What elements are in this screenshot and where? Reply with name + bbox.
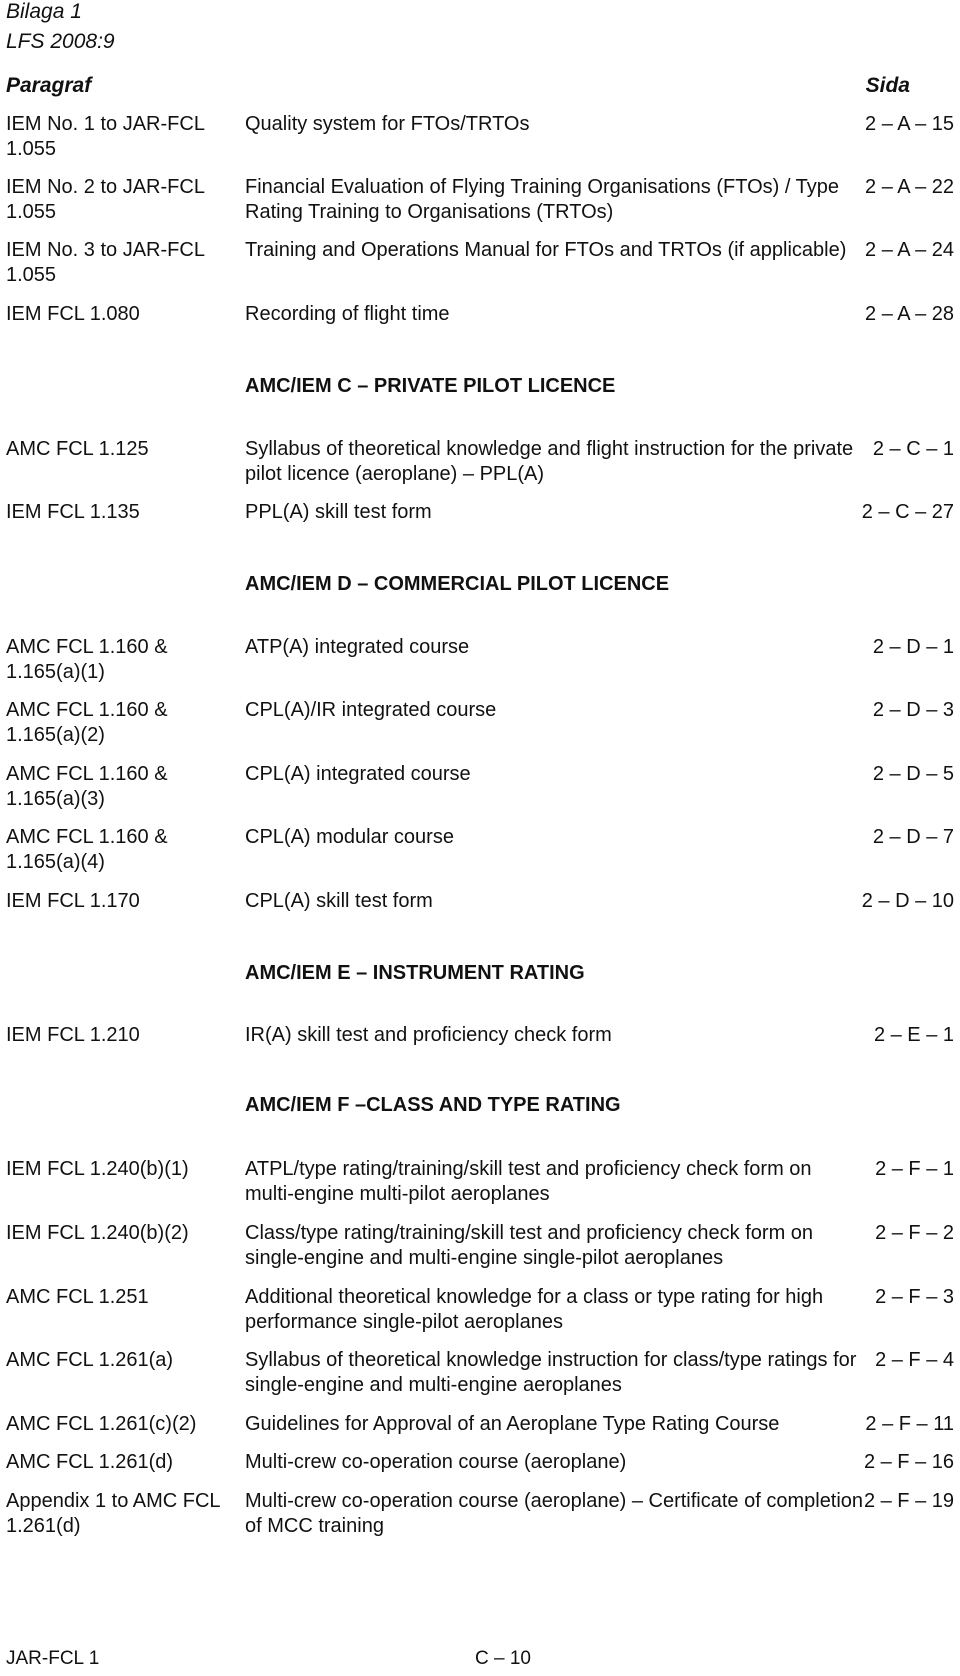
entry-title: Multi-crew co-operation course (aeroplane): [245, 1451, 627, 1473]
footer-document-code: JAR-FCL 1: [6, 1648, 100, 1669]
page-ref: 2 – A – 15: [865, 113, 954, 135]
paragraph-ref: AMC FCL 1.160 & 1.165(a)(4): [6, 826, 168, 873]
paragraph-ref: AMC FCL 1.160 & 1.165(a)(2): [6, 699, 168, 746]
entry-title: Recording of flight time: [245, 303, 450, 325]
page-ref: 2 – F – 1: [875, 1158, 954, 1180]
page-ref: 2 – D – 1: [872, 636, 954, 658]
paragraph-ref: IEM FCL 1.170: [6, 890, 140, 912]
page-ref: 2 – C – 1: [872, 438, 954, 460]
entry-title: Syllabus of theoretical knowledge instruction for class/type ratings for single-engine and multi-engine aeroplanes: [245, 1349, 857, 1396]
paragraph-ref: AMC FCL 1.251: [6, 1286, 149, 1308]
entry-title: Additional theoretical knowledge for a class or type rating for high performance single-pilot aeroplanes: [245, 1286, 824, 1333]
page-ref: 2 – F – 4: [875, 1349, 954, 1371]
paragraph-ref: IEM FCL 1.240(b)(2): [6, 1222, 189, 1244]
entry-title: ATPL/type rating/training/skill test and proficiency check form on multi-engine multi-pilot aeroplanes: [245, 1158, 812, 1205]
paragraph-ref: IEM FCL 1.240(b)(1): [6, 1158, 189, 1180]
entry-title: CPL(A) skill test form: [245, 890, 433, 912]
section-heading: AMC/IEM D – COMMERCIAL PILOT LICENCE: [245, 573, 670, 595]
footer-page-number: C – 10: [475, 1648, 531, 1669]
column-heading-paragraph: Paragraf: [6, 74, 92, 97]
entry-title: ATP(A) integrated course: [245, 636, 470, 658]
entry-title: Financial Evaluation of Flying Training Organisations (FTOs) / Type Rating Training to Organisations (TRTOs): [245, 176, 839, 223]
entry-title: Class/type rating/training/skill test and proficiency check form on single-engine and multi-engine single-pilot aeroplanes: [245, 1222, 814, 1269]
paragraph-ref: IEM No. 2 to JAR-FCL 1.055: [6, 176, 205, 223]
entry-title: PPL(A) skill test form: [245, 501, 432, 523]
paragraph-ref: AMC FCL 1.160 & 1.165(a)(1): [6, 636, 168, 683]
section-heading: AMC/IEM C – PRIVATE PILOT LICENCE: [245, 375, 616, 397]
entry-title: Syllabus of theoretical knowledge and flight instruction for the private pilot licence (aeroplane) – PPL(A): [245, 438, 854, 485]
entry-title: CPL(A) integrated course: [245, 763, 471, 785]
page-ref: 2 – C – 27: [861, 501, 954, 523]
paragraph-ref: IEM FCL 1.080: [6, 303, 140, 325]
page-ref: 2 – F – 11: [865, 1413, 954, 1435]
page-ref: 2 – F – 3: [875, 1286, 954, 1308]
paragraph-ref: IEM No. 1 to JAR-FCL 1.055: [6, 113, 205, 160]
entry-title: Quality system for FTOs/TRTOs: [245, 113, 530, 135]
column-heading-page: Sida: [865, 74, 910, 97]
annex-label: Bilaga 1: [6, 0, 82, 23]
page-ref: 2 – D – 3: [872, 699, 954, 721]
page-ref: 2 – A – 28: [865, 303, 954, 325]
page-ref: 2 – D – 5: [872, 763, 954, 785]
entry-title: Training and Operations Manual for FTOs and TRTOs (if applicable): [245, 239, 847, 261]
entry-title: CPL(A)/IR integrated course: [245, 699, 497, 721]
paragraph-ref: Appendix 1 to AMC FCL 1.261(d): [6, 1490, 220, 1537]
page-ref: 2 – F – 2: [875, 1222, 954, 1244]
section-heading: AMC/IEM F –CLASS AND TYPE RATING: [245, 1094, 621, 1116]
page-ref: 2 – F – 19: [863, 1490, 954, 1512]
paragraph-ref: AMC FCL 1.125: [6, 438, 149, 460]
paragraph-ref: IEM FCL 1.210: [6, 1024, 140, 1046]
paragraph-ref: AMC FCL 1.261(c)(2): [6, 1413, 197, 1435]
paragraph-ref: AMC FCL 1.261(a): [6, 1349, 174, 1371]
page-ref: 2 – F – 16: [863, 1451, 954, 1473]
page-ref: 2 – A – 22: [865, 176, 954, 198]
paragraph-ref: AMC FCL 1.261(d): [6, 1451, 174, 1473]
regulation-label: LFS 2008:9: [6, 30, 115, 53]
page-ref: 2 – A – 24: [865, 239, 954, 261]
section-heading: AMC/IEM E – INSTRUMENT RATING: [245, 962, 585, 984]
paragraph-ref: IEM No. 3 to JAR-FCL 1.055: [6, 239, 205, 286]
entry-title: CPL(A) modular course: [245, 826, 454, 848]
paragraph-ref: AMC FCL 1.160 & 1.165(a)(3): [6, 763, 168, 810]
page-ref: 2 – D – 10: [861, 890, 954, 912]
entry-title: Guidelines for Approval of an Aeroplane Type Rating Course: [245, 1413, 780, 1435]
page-ref: 2 – D – 7: [872, 826, 954, 848]
entry-title: Multi-crew co-operation course (aeroplane) – Certificate of completion of MCC training: [245, 1490, 864, 1537]
paragraph-ref: IEM FCL 1.135: [6, 501, 140, 523]
entry-title: IR(A) skill test and proficiency check form: [245, 1024, 612, 1046]
page-ref: 2 – E – 1: [873, 1024, 954, 1046]
